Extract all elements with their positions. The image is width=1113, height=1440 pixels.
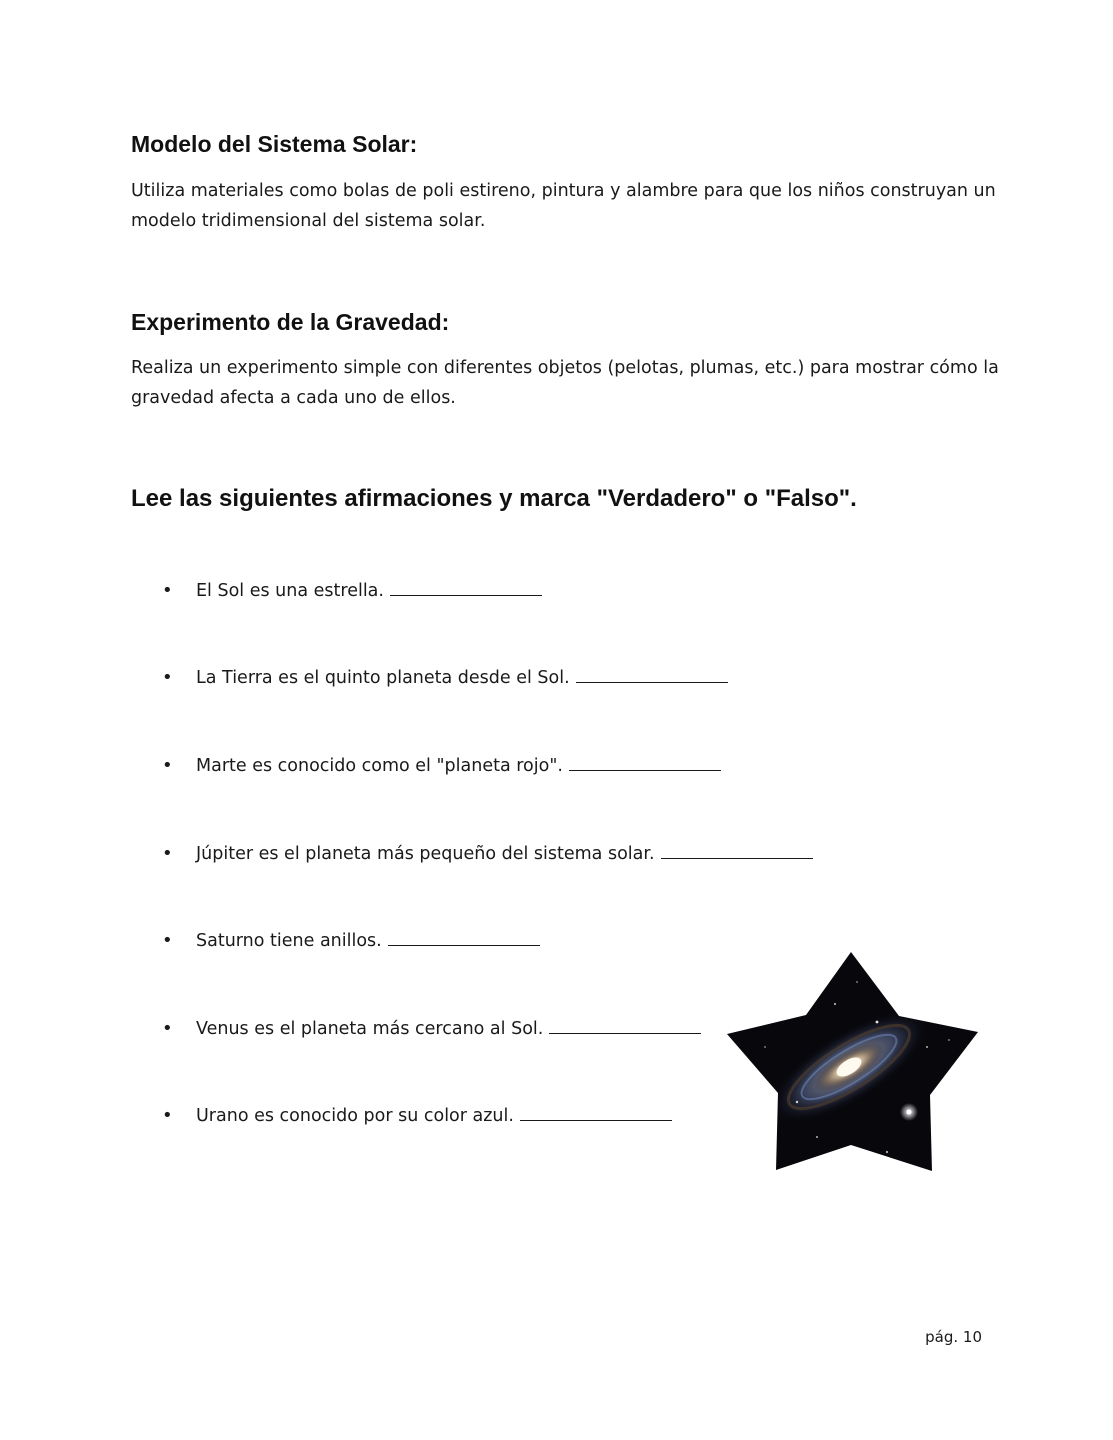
answer-blank[interactable] <box>661 840 813 859</box>
quiz-item <box>162 577 862 605</box>
quiz-instruction: Lee las siguientes afirmaciones y marca "Verdadero" o "Falso". <box>131 485 857 512</box>
page-number: pág. 10 <box>925 1328 982 1346</box>
section-text-gravity-experiment: Realiza un experimento simple con diferentes objetos (pelotas, plumas, etc.) para mostrar cómo la gravedad afecta a cada uno de ellos. <box>131 358 999 408</box>
answer-blank[interactable] <box>576 664 728 683</box>
bullet-icon: • <box>162 930 173 951</box>
quiz-statement: Urano es conocido por su color azul. <box>196 1106 514 1126</box>
bullet-icon: • <box>162 755 173 776</box>
answer-blank[interactable] <box>549 1015 701 1034</box>
quiz-item <box>162 840 862 868</box>
answer-blank[interactable] <box>520 1102 672 1121</box>
quiz-item <box>162 752 862 780</box>
answer-blank[interactable] <box>390 577 542 596</box>
answer-blank[interactable] <box>569 752 721 771</box>
answer-blank[interactable] <box>388 927 540 946</box>
quiz-statement: El Sol es una estrella. <box>196 581 384 601</box>
section-title-gravity-experiment: Experimento de la Gravedad: <box>131 309 450 335</box>
section-text-solar-model: Utiliza materiales como bolas de poli estireno, pintura y alambre para que los niños construyan un modelo tridimensional del sistema solar. <box>131 181 996 231</box>
bullet-icon: • <box>162 843 173 864</box>
quiz-item <box>162 664 862 692</box>
star-galaxy-image <box>727 952 979 1172</box>
bullet-icon: • <box>162 1018 173 1039</box>
quiz-statement: La Tierra es el quinto planeta desde el Sol. <box>196 668 570 688</box>
quiz-statement: Venus es el planeta más cercano al Sol. <box>196 1019 544 1039</box>
section-title-solar-model: Modelo del Sistema Solar: <box>131 131 418 157</box>
star-galaxy-icon <box>727 952 979 1172</box>
bullet-icon: • <box>162 580 173 601</box>
quiz-statement: Marte es conocido como el "planeta rojo". <box>196 756 563 776</box>
quiz-statement: Júpiter es el planeta más pequeño del sistema solar. <box>196 844 655 864</box>
quiz-item <box>162 927 862 955</box>
bullet-icon: • <box>162 1105 173 1126</box>
quiz-statement: Saturno tiene anillos. <box>196 931 382 951</box>
bullet-icon: • <box>162 667 173 688</box>
